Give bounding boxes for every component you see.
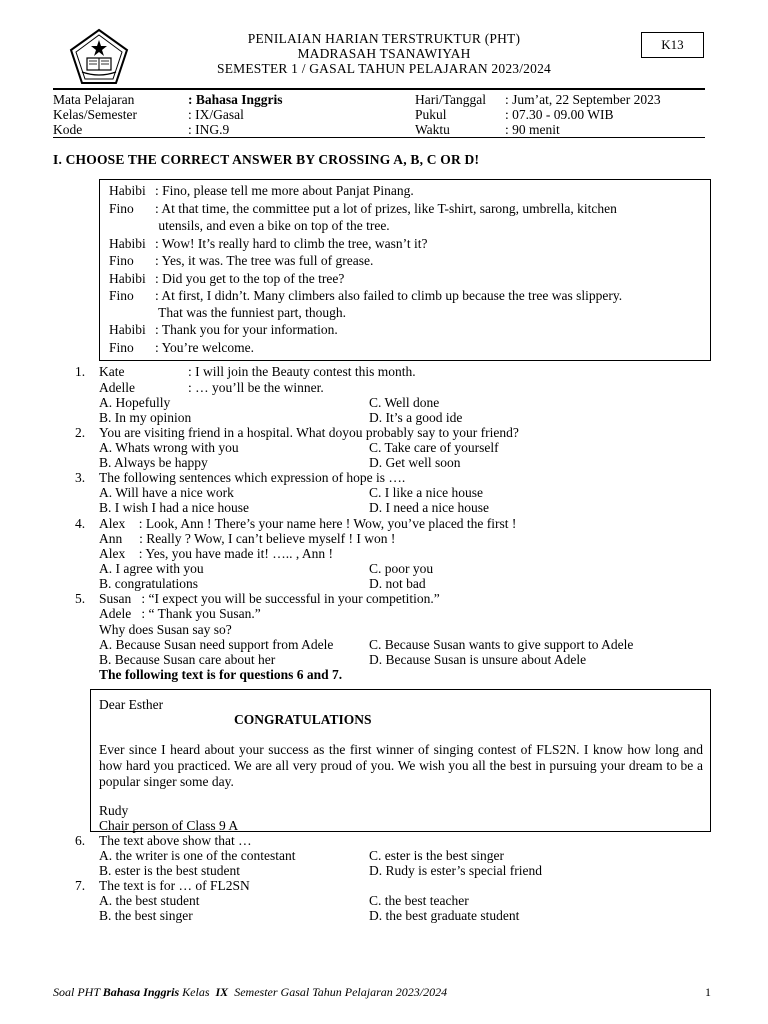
info-value-subject: : Bahasa Inggris [188,92,283,107]
dialog-line: Habibi : Did you get to the top of the tree? [109,271,345,286]
q1-line-2: : … you’ll be the winner. [188,380,324,395]
dialog-line: Habibi : Thank you for your information. [109,322,338,337]
page-number: 1 [705,985,711,999]
q5-line-2: Adele : “ Thank you Susan.” [99,606,261,621]
curriculum-badge: K13 [641,32,704,58]
header-title: PENILAIAN HARIAN TERSTRUKTUR (PHT) [247,31,521,46]
q4-line-2: Ann : Really ? Wow, I can’t believe myself ! I won ! [99,531,396,546]
question-number: 7. [75,878,86,893]
section-title: I. CHOOSE THE CORRECT ANSWER BY CROSSING A, B, C OR D! [53,152,480,167]
q1-option-c[interactable]: C. Well done [369,395,440,410]
dialog-line: Habibi : Wow! It’s really hard to climb the tree, wasn’t it? [109,236,428,251]
q5-option-d[interactable]: D. Because Susan is unsure about Adele [369,652,587,667]
q1-option-d[interactable]: D. It’s a good ide [369,410,463,425]
q5-line-3: Why does Susan say so? [99,622,232,637]
q6-stem: The text above show that … [99,833,252,848]
q1-option-b[interactable]: B. In my opinion [99,410,192,425]
q7-option-c[interactable]: C. the best teacher [369,893,469,908]
dialog-line: utensils, and even a bike on top of the tree. [155,218,390,233]
question-number: 5. [75,591,86,606]
dialog-line: Habibi : Fino, please tell me more about Panjat Pinang. [109,183,414,198]
q5-option-b[interactable]: B. Because Susan care about her [99,652,276,667]
q3-option-b[interactable]: B. I wish I had a nice house [99,500,249,515]
q2-option-a[interactable]: A. Whats wrong with you [99,440,239,455]
question-number: 3. [75,470,86,485]
q1-speaker-2: Adelle [99,380,135,395]
q3-option-c[interactable]: C. I like a nice house [369,485,483,500]
dialog-line: Fino : At that time, the committee put a lot of prizes, like T-shirt, sarong, umbrella, kitchen [109,201,617,216]
q5-line-1: Susan : “I expect you will be successful in your competition.” [99,591,440,606]
q4-line-1: Alex : Look, Ann ! There’s your name here ! Wow, you’ve placed the first ! [99,516,517,531]
question-number: 1. [75,364,86,379]
q4-option-a[interactable]: A. I agree with you [99,561,204,576]
q3-stem: The following sentences which expression of hope is …. [99,470,406,485]
letter-role: Chair person of Class 9 A [99,818,239,833]
q7-option-a[interactable]: A. the best student [99,893,200,908]
info-label-duration: Waktu [415,122,450,137]
dialog-line: Fino : You’re welcome. [109,340,254,355]
info-label-time: Pukul [415,107,447,122]
q1-speaker-1: Kate [99,364,125,379]
info-value-code: : ING.9 [188,122,230,137]
dialog-line: That was the funniest part, though. [155,305,346,320]
q4-option-c[interactable]: C. poor you [369,561,434,576]
header-school: MADRASAH TSANAWIYAH [297,46,471,61]
letter-sign: Rudy [99,803,129,818]
question-number: 2. [75,425,86,440]
letter-title: CONGRATULATIONS [234,712,372,727]
header-semester: SEMESTER 1 / GASAL TAHUN PELAJARAN 2023/2024 [217,61,551,76]
letter-body: Ever since I heard about your success as the first winner of singing contest of FLS2N. I know how long and how hard you practiced. We are all very proud of you. We wish you all the best in pursuing your dream to be a popular singer some day. [99,742,703,789]
footer-text: Soal PHT Bahasa Inggris Kelas IX Semester Gasal Tahun Pelajaran 2023/2024 [53,985,448,999]
q3-option-a[interactable]: A. Will have a nice work [99,485,234,500]
q7-stem: The text is for … of FL2SN [99,878,250,893]
info-label-subject: Mata Pelajaran [53,92,135,107]
question-number: 6. [75,833,86,848]
q7-option-d[interactable]: D. the best graduate student [369,908,520,923]
info-label-date: Hari/Tanggal [415,92,487,107]
q5-option-a[interactable]: A. Because Susan need support from Adele [99,637,334,652]
q4-line-3: Alex : Yes, you have made it! ….. , Ann ! [99,546,333,561]
q2-option-d[interactable]: D. Get well soon [369,455,461,470]
q2-option-b[interactable]: B. Always be happy [99,455,208,470]
q4-option-b[interactable]: B. congratulations [99,576,198,591]
info-label-class: Kelas/Semester [53,107,137,122]
q2-stem: You are visiting friend in a hospital. What doyou probably say to your friend? [99,425,519,440]
info-value-time: : 07.30 - 09.00 WIB [505,107,614,122]
dialog-line: Fino : Yes, it was. The tree was full of grease. [109,253,374,268]
q7-option-b[interactable]: B. the best singer [99,908,193,923]
q5-option-c[interactable]: C. Because Susan wants to give support to Adele [369,637,634,652]
header-rule-top [53,88,705,90]
q3-option-d[interactable]: D. I need a nice house [369,500,489,515]
q6-option-a[interactable]: A. the writer is one of the contestant [99,848,296,863]
letter-greeting: Dear Esther [99,697,164,712]
header-rule-bottom [53,137,705,138]
q6-option-c[interactable]: C. ester is the best singer [369,848,504,863]
reading-lead: The following text is for questions 6 and 7. [99,667,343,682]
q1-option-a[interactable]: A. Hopefully [99,395,171,410]
info-value-date: : Jum’at, 22 September 2023 [505,92,661,107]
dialog-line: Fino : At first, I didn’t. Many climbers also failed to climb up because the tree was slippery. [109,288,623,303]
info-value-class: : IX/Gasal [188,107,244,122]
q6-option-d[interactable]: D. Rudy is ester’s special friend [369,863,542,878]
q4-option-d[interactable]: D. not bad [369,576,426,591]
info-label-code: Kode [53,122,83,137]
q1-line-1: : I will join the Beauty contest this month. [188,364,416,379]
q2-option-c[interactable]: C. Take care of yourself [369,440,499,455]
q6-option-b[interactable]: B. ester is the best student [99,863,240,878]
question-number: 4. [75,516,86,531]
info-value-duration: : 90 menit [505,122,560,137]
ministry-logo [68,28,130,86]
